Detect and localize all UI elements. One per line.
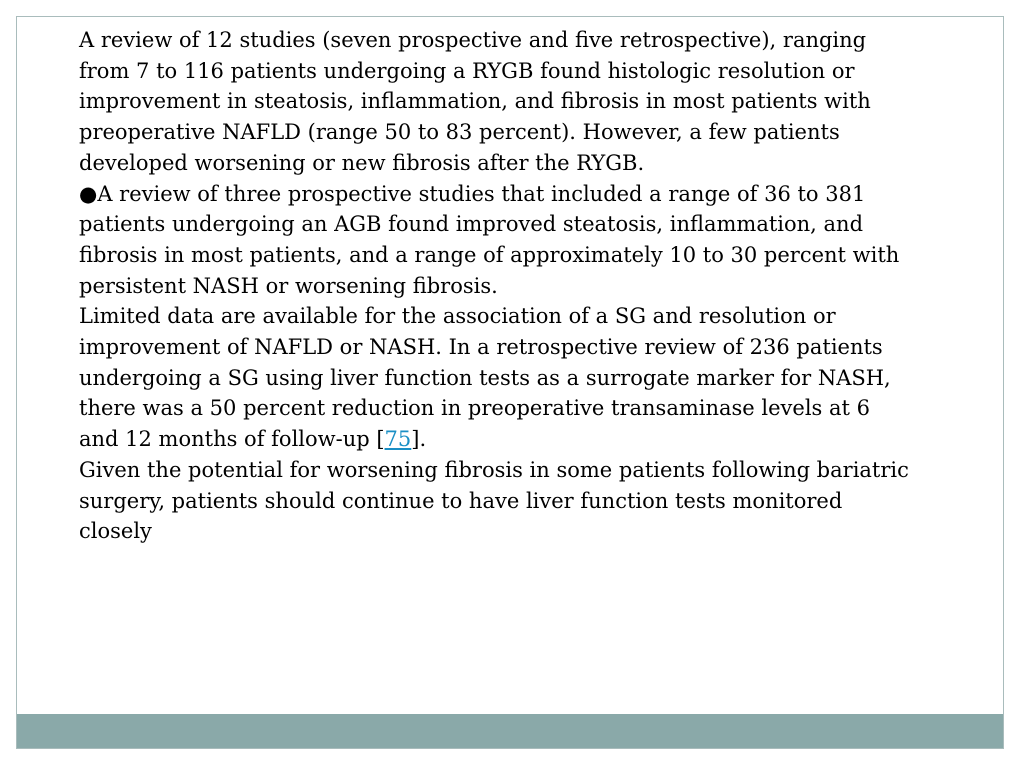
- footer-bar: [17, 714, 1003, 748]
- paragraph-sg-review: [79, 301, 909, 455]
- reference-link-75[interactable]: 75: [384, 427, 412, 452]
- paragraph-agb-review: ●A review of three prospective studies that included a range of 36 to 381 patients undergoing an AGB found improved steatosis, inflammation, and fibrosis in most patients, and a range of approximately 10 to 30 percent with persistent NASH or worsening fibrosis.: [79, 181, 900, 298]
- slide-body-text: [79, 25, 909, 547]
- paragraph-sg-text-end: ].: [411, 427, 427, 452]
- slide-frame: [16, 16, 1004, 749]
- paragraph-sg-text: Limited data are available for the association of a SG and resolution or improvement of NAFLD or NASH. In a retrospective review of 236 patients undergoing a SG using liver function tests as a surrogate marker for NASH, there was a 50 percent reduction in preoperative transaminase levels at 6 and 12 months of follow-up [: [79, 304, 891, 452]
- paragraph-monitoring-advice: Given the potential for worsening fibrosis in some patients following bariatric surgery, patients should continue to have liver function tests monitored closely: [79, 457, 909, 544]
- paragraph-rygb-review: A review of 12 studies (seven prospective and five retrospective), ranging from 7 to 116 patients undergoing a RYGB found histologic resolution or improvement in steatosis, inflammation, and fibrosis in most patients with preoperative NAFLD (range 50 to 83 percent). However, a few patients developed worsening or new fibrosis after the RYGB.: [79, 28, 871, 175]
